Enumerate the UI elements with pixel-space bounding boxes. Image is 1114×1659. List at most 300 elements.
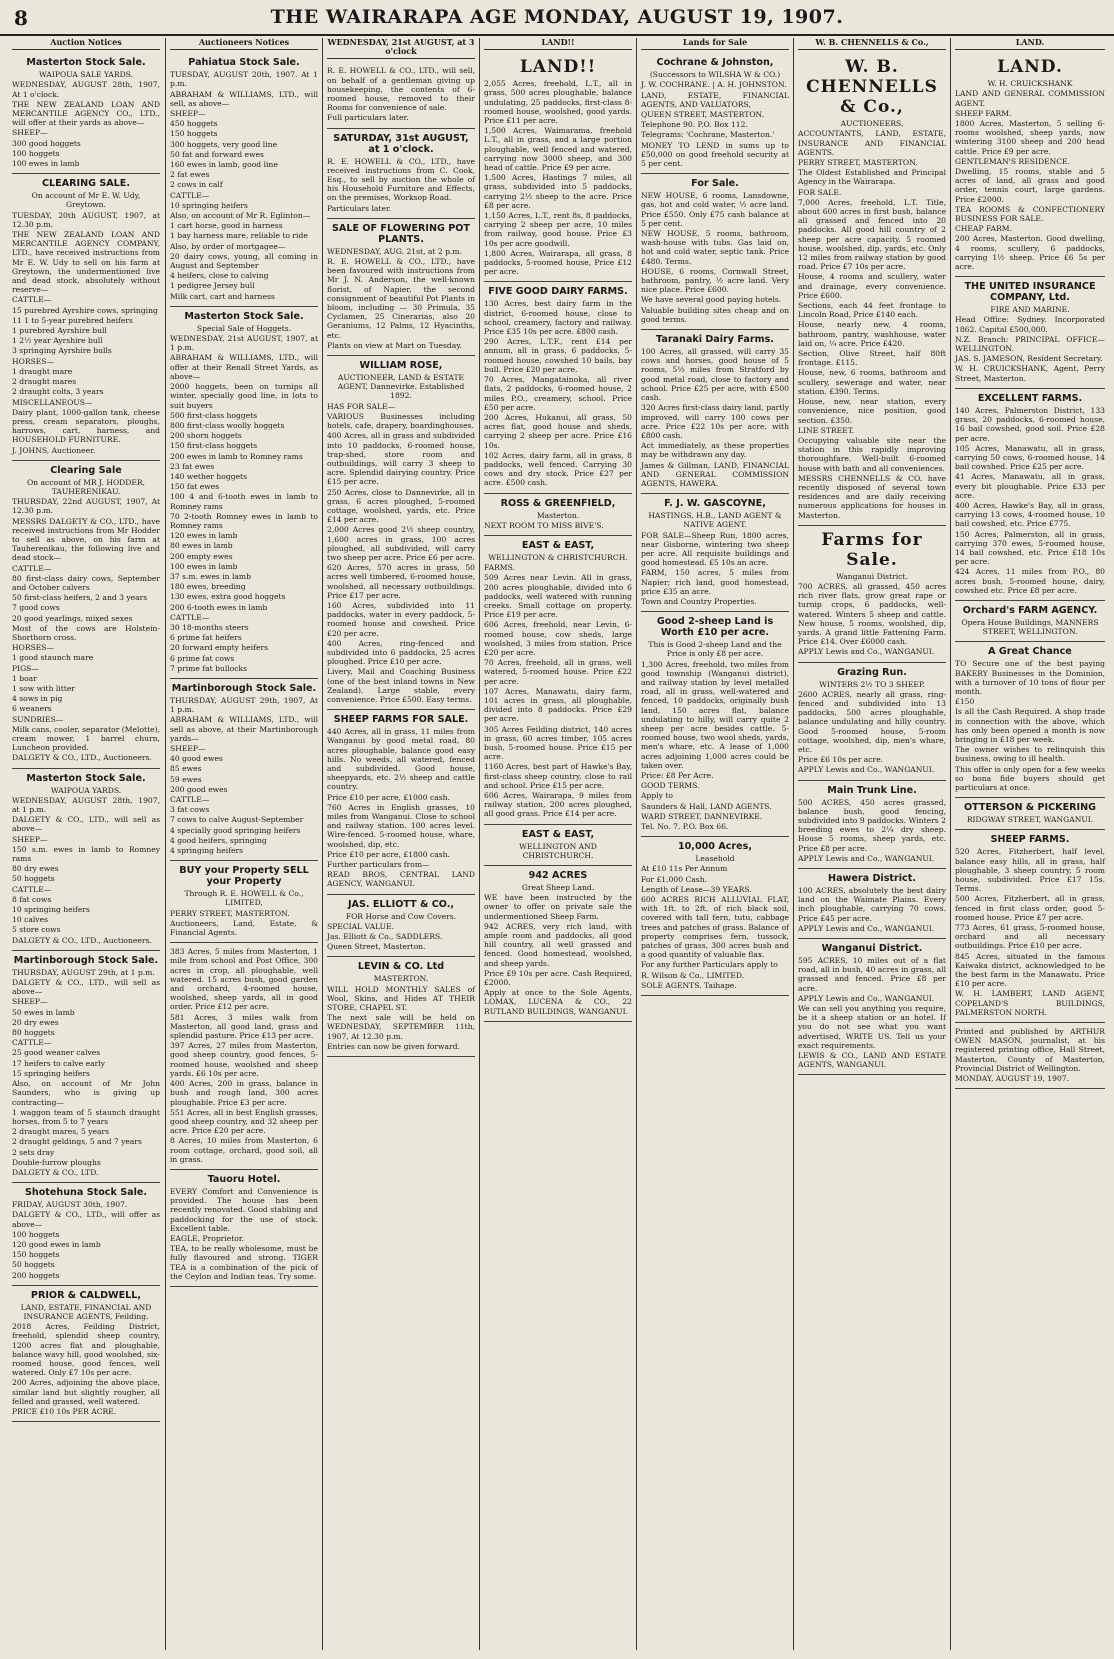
ad-line: Also, by order of mortgagee— [170, 241, 286, 251]
ad-line: 150 first-class hoggets [170, 441, 258, 451]
advertisement [641, 837, 789, 996]
ad-line: 37 s.m. ewes in lamb [170, 571, 251, 581]
ad-line: 100 hoggets [12, 148, 60, 158]
ad-line: Queen Street, Masterton. [327, 942, 426, 952]
ad-line: NEXT ROOM TO MISS BIVE'S. [484, 520, 604, 530]
ad-line: FRIDAY, AUGUST 30th, 1907. [12, 1200, 128, 1210]
ad-line: 4 good heifers, springing [170, 835, 267, 845]
ad-line: W. H. CRUICKSHANK, Agent, Perry Street, Masterton. [955, 364, 1105, 383]
ad-line: PERRY STREET, MASTERTON. [798, 158, 918, 168]
ad-line: 70 Acres, Mangatainoka, all river flats, 2 paddocks, 6-roomed house, 2 miles P.O., creamery, school. Price £50 per acre. [484, 375, 632, 412]
ad-line: 200 Acres, Hukanui, all grass, 50 acres flat, good house and sheds, carrying 2 sheep per acre. Price £16 10s. [484, 412, 632, 450]
ad-line: 80 ewes in lamb [170, 541, 233, 551]
ad-line: 200 good ewes [170, 784, 228, 794]
ad-line: The Oldest Established and Principal Agency in the Wairarapa. [798, 168, 946, 187]
ad-title: Hawera District. [828, 873, 916, 885]
advertisement [955, 642, 1105, 798]
ad-line: Town and Country Properties. [641, 596, 757, 606]
ad-line: 1,300 Acres, freehold, two miles from good township (Wanganui district), and railway station by level metalled road, all in grass, well-watered and fenced, 10 paddocks, originally bush land, 150 acres flat, balance undulating to hilly, will carry quite 2 sheep per acre besides cattle. 5-roomed house, two wool sheds, yards, men's whare, etc. A lease of 1,000 acres adjoining 1,000 acres could be taken over. [641, 659, 789, 770]
ad-line: 4 springing heifers [170, 846, 244, 856]
advertisement [955, 830, 1105, 1023]
ad-line: LAND AND GENERAL COMMISSION AGENT. [955, 89, 1105, 108]
ad-line: WEDNESDAY, AUG. 21st, at 2 p.m. [327, 246, 463, 256]
ad-title: Masterton Stock Sale. [26, 772, 146, 784]
advertisement [484, 53, 632, 282]
advertisement [12, 1286, 160, 1422]
ad-line: 2 draught geldings, 5 and 7 years [12, 1137, 142, 1147]
ad-line: APPLY Lewis and Co., WANGANUI. [798, 923, 935, 933]
ad-line: N.Z. Branch: PRINCIPAL OFFICE—WELLINGTON. [955, 334, 1105, 354]
ad-line: HORSES— [12, 643, 55, 653]
ad-line: Dairy plant, 1000-gallon tank, cheese press, cream separators, ploughs, harrows, cart, harness, and HOUSEHOLD FURNITURE. [12, 407, 160, 445]
advertisement [170, 943, 318, 1170]
ad-title: EXCELLENT FARMS. [977, 392, 1083, 404]
ad-line: 200 6-tooth ewes in lamb [170, 602, 268, 612]
ad-subtitle: This is Good 2-sheep Land and the Price is only £8 per acre. [648, 640, 782, 659]
ad-line: SHEEP— [12, 834, 48, 844]
ad-line: 80 first-class dairy cows, September and October calvers [12, 573, 160, 592]
ad-line: Saunders & Hall, LAND AGENTS. [641, 801, 772, 811]
ad-title: Wanganui District. [821, 943, 923, 955]
column-4 [479, 38, 636, 1650]
ad-line: LAND, ESTATE, FINANCIAL AGENTS, AND VALUATORS, [641, 90, 789, 109]
ad-line: 200 hoggets [12, 1270, 60, 1280]
ad-title: CLEARING SALE. [42, 178, 130, 190]
ad-line: 140 wether hoggets [170, 471, 248, 481]
ad-line: MESSRS CHENNELLS & CO. have recently disposed of several town residences and are daily receiving numerous applications for houses in Masterton. [798, 473, 946, 520]
advertisement [327, 356, 475, 710]
ad-line: APPLY Lewis and Co., WANGANUI. [798, 765, 935, 775]
ad-line: TO Secure one of the best paying BAKERY Businesses in the Dominion, with a turnover of 10 tons of flour per month. [955, 659, 1105, 696]
ad-line: £150 [955, 697, 975, 707]
ad-line: James & Gillman, LAND, FINANCIAL AND GENERAL COMMISSION AGENTS, HAWERA. [641, 460, 789, 488]
ad-line: J. JOHNS, Auctioneer. [12, 445, 96, 455]
ad-line: 1,800 Acres, Wairarapa, all grass, 8 paddocks, 5-roomed house, Price £12 per acre. [484, 248, 632, 277]
ad-line: 10 calves [12, 915, 48, 925]
ad-line: R. E. HOWELL & CO., LTD., have received instructions from C. Cook, Esq., to sell by auction the whole of his Household Furniture and Effects, on the premises, Worksop Road. [327, 156, 475, 203]
ad-line: Act immediately, as these properties may be withdrawn any day. [641, 441, 789, 460]
ad-line: 397 Acres, 27 miles from Masterton, good sheep country, good fences, 5-roomed house, woolshed and sheep yards. £6 10s per acre. [170, 1041, 318, 1078]
ad-subtitle: Through R. E. HOWELL & Co., LIMITED, [184, 889, 304, 908]
advertisement [955, 277, 1105, 389]
ad-line: 160 Acres, subdivided into 11 paddocks, water in every paddock, 5-roomed house and cowshed. Price £20 per acre. [327, 600, 475, 638]
ad-line: CHEAP FARM. [955, 224, 1012, 234]
ad-line: CATTLE— [12, 884, 52, 894]
advertisement [12, 461, 160, 769]
ad-line: 2 fat ewes [170, 170, 210, 180]
ad-line: 2018 Acres, Feilding District, freehold, splendid sheep country, 1200 acres flat and ploughable, balance wavy hill, good woolshed, six-roomed house, good fences, well watered. Only £7 10s per acre. [12, 1322, 160, 1378]
ad-line: 1160 Acres, best part of Hawke's Bay, first-class sheep country, close to rail and school. Price £15 per acre. [484, 762, 632, 790]
ad-line: 41 Acres, Manawatu, all in grass, every bit ploughable. Price £33 per acre. [955, 472, 1105, 500]
ad-title: F. J. W. GASCOYNE, [664, 498, 766, 510]
ad-line: 10 springing heifers [170, 200, 248, 210]
advertisement [798, 781, 946, 869]
ad-line: ABRAHAM & WILLIAMS, LTD., will sell, as above— [170, 89, 318, 108]
ad-line: DALGETY & CO., LTD., Auctioneers. [12, 935, 152, 945]
ad-line: Apply at once to the Sole Agents, LOMAX, LUCENA & CO., 22 RUTLAND BUILDINGS, WANGANUI. [484, 988, 632, 1016]
ad-line: APPLY Lewis and Co., WANGANUI. [798, 853, 935, 863]
ad-line: 25 good weaner calves [12, 1048, 101, 1058]
ad-line: This offer is only open for a few weeks so bona fide buyers should get particulars at once. [955, 764, 1105, 792]
advertisement [955, 389, 1105, 601]
ad-title: Grazing Run. [837, 666, 907, 678]
ad-line: 80 dry ewes [12, 864, 59, 874]
ad-line: J. W. COCHRANE. | A. H. JOHNSTON. [641, 80, 787, 90]
ad-line: Milk cart, cart and harness [170, 291, 275, 301]
ad-subtitle: WELLINGTON & CHRISTCHURCH. [488, 552, 628, 562]
ad-line: 100 ACRES, absolutely the best dairy land on the Waimate Plains. Every inch ploughable, carrying 70 cows. Price £45 per acre. [798, 886, 946, 923]
ad-line: Price £6 10s per acre. [798, 755, 884, 765]
ad-line: 15 purebred Ayrshire cows, springing [12, 305, 158, 315]
ad-subtitle: HASTINGS, H.B., LAND AGENT & NATIVE AGENT. [648, 511, 782, 530]
ad-line: 20 good yearlings, mixed sexes [12, 613, 133, 623]
ad-subtitle: RIDGWAY STREET, WANGANUI. [966, 815, 1094, 825]
ad-line: 400 Acres, ring-fenced and subdivided into 6 paddocks, 25 acres ploughed. Price £10 per acre. [327, 638, 475, 667]
ad-line: 1 sow with litter [12, 683, 75, 693]
ad-subtitle: Special Sale of Hoggets. [196, 323, 292, 333]
ad-line: 150 fat ewes [170, 482, 220, 492]
ad-line: 85 ewes [170, 764, 202, 774]
ad-line: 200 empty ewes [170, 551, 233, 561]
ad-line: NEW HOUSE, 5 rooms, bathroom, wash-house with tubs. Gas laid on, hot and cold water, septic tank. Price £480. Terms. [641, 229, 789, 266]
ad-line: 6 prime fat cows [170, 653, 235, 663]
ad-line: QUEEN STREET, MASTERTON. [641, 110, 765, 120]
ad-line: 4 sows in pig [12, 694, 63, 704]
ad-line: 100 hoggets [12, 1229, 60, 1239]
advertisement [798, 869, 946, 939]
ad-line: 200 ewes in lamb to Romney rams [170, 451, 303, 461]
ad-line: 2 cows in calf [170, 180, 223, 190]
advertisement [641, 174, 789, 330]
ad-line: SHEEP FARM. [955, 108, 1012, 118]
ad-line: 150 Acres, Palmerston, all in grass, carrying 370 ewes, 5-roomed house, 14 bail cowshed, etc. Price £18 10s per acre. [955, 529, 1105, 567]
ad-subtitle: FIRE AND MARINE. [990, 305, 1070, 315]
ad-line: SOLE AGENTS. Taihape. [641, 980, 737, 990]
ad-line: ACCOUNTANTS, LAND, ESTATE, INSURANCE AND FINANCIAL AGENTS. [798, 129, 946, 157]
ad-line: 15 springing heifers [12, 1068, 90, 1078]
ad-title: Masterton Stock Sale. [184, 310, 304, 322]
ad-title: Farms for Sale. [821, 529, 923, 570]
ad-line: Entries can now be given forward. [327, 1041, 460, 1051]
ad-title: JAS. ELLIOTT & CO., [347, 898, 455, 910]
ad-subtitle: On account of Mr E. W. Udy, Greytown. [31, 191, 141, 210]
ad-line: LEWIS & CO., LAND AND ESTATE AGENTS, WANGANUI. [798, 1051, 946, 1070]
ad-line: 140 Acres, Palmerston District, 133 grass, 20 paddocks, 6-roomed house, 16 bail cowshed, good soil. Price £28 per acre. [955, 405, 1105, 443]
ad-line: 424 Acres, 11 miles from P.O., 80 acres bush, 5-roomed house, dairy, cowshed etc. Price £8 per acre. [955, 567, 1105, 595]
ad-line: Valuable building sites cheap and on good terms. [641, 305, 789, 324]
ad-line: 320 Acres first-class dairy land, partly improved, will carry 100 cows per acre. Price £22 10s per acre, with £800 cash. [641, 403, 789, 440]
ad-line: Sections, each 44 feet frontage to Lincoln Road, Price £140 each. [798, 301, 946, 320]
advertisement [484, 536, 632, 825]
ad-line: DALGETY & CO., LTD. [12, 1167, 99, 1177]
ad-line: 1800 Acres, Masterton, 5 selling 6-rooms woolshed, sheep yards, now wintering 3100 sheep and 200 head cattle. Price £9 per acre. [955, 119, 1105, 156]
ad-line: House, new, 6 rooms, bathroom and scullery, sewerage and water, near station. £390. Terms. [798, 368, 946, 396]
advertisement [327, 710, 475, 894]
ad-line: Dwelling, 15 rooms, stable and 5 acres of land, all grass and good order, tennis court, large gardens. Price £2000. [955, 167, 1105, 204]
ad-title: Martinborough Stock Sale. [171, 682, 317, 694]
ad-line: 942 ACRES, very rich land, with ample room and paddocks, all good hill country, all well grassed and fenced. Good homestead, woolshed, and sheep yards. [484, 921, 632, 968]
ad-line: Occupying valuable site near the station in this rapidly improving thoroughfare. Well-built 6-roomed house with bath and all conveniences. [798, 435, 946, 473]
ad-line: Plants on view at Mart on Tuesday. [327, 340, 463, 350]
ad-title: SHEEP FARMS. [990, 834, 1070, 846]
ad-title: BUY your Property SELL your Property [179, 865, 309, 888]
ad-line: 845 Acres, situated in the famous Kaiwaka district, acknowledged to be the best farm in the Manawatu. Price £10 per acre. [955, 951, 1105, 989]
ad-line: 1 draught mare [12, 366, 73, 376]
ad-line: Telephone 90. P.O. Box 112. [641, 120, 748, 130]
ad-line: House, nearly new, 4 rooms, bathroom, pantry, washhouse, water laid on, ¼ acre. Price £420. [798, 320, 946, 348]
advertisement [12, 174, 160, 460]
ad-title: 942 ACRES [528, 870, 588, 882]
ad-subtitle: W. H. CRUICKSHANK [987, 79, 1073, 89]
ad-subtitle: MASTERTON. [373, 974, 429, 984]
ad-line: FOR SALE. [798, 187, 842, 197]
ad-line: CATTLE— [12, 563, 52, 573]
ad-line: W. H. LAMBERT, LAND AGENT, COPELAND'S BUILDINGS, PALMERSTON NORTH. [955, 989, 1105, 1017]
ad-line: 7 prime fat bullocks [170, 663, 248, 673]
ad-line: 180 ewes, breeding [170, 582, 246, 592]
ad-line: 300 good hoggets [12, 138, 81, 148]
ad-line: 150 hoggets [12, 1250, 60, 1260]
ad-line: 160 ewes in lamb, good line [170, 160, 278, 170]
column-1 [8, 38, 164, 1650]
ad-line: 50 ewes in lamb [12, 1007, 75, 1017]
ad-title: SALE OF FLOWERING POT PLANTS. [332, 222, 470, 245]
ad-line: Section, Olive Street, half 80ft frontage. £115. [798, 349, 946, 368]
ad-line: CATTLE— [170, 190, 210, 200]
ad-line: 107 Acres, Manawatu, dairy farm, 101 acres in grass, all ploughable, divided into 8 paddocks. Price £29 per acre. [484, 686, 632, 724]
ad-line: 595 ACRES, 10 miles out of a flat road, all in bush, 40 acres in grass, all grassed and fenced. Price £8 per acre. [798, 956, 946, 993]
ad-line: Further particulars from— [327, 860, 430, 870]
ad-subtitle: WELLINGTON AND CHRISTCHURCH. [519, 841, 597, 860]
ad-title: Good 2-sheep Land is Worth £10 per acre. [656, 616, 774, 639]
ad-line: 105 Acres, Manawatu, all in grass, carrying 50 cows, 6-roomed house, 14 bail cowshed. Price £25 per acre. [955, 443, 1105, 472]
page-number: 8 [14, 6, 28, 30]
advertisement [12, 1183, 160, 1286]
ad-line: Head Office: Sydney. Incorporated 1862. Capital £500,000. [955, 315, 1105, 334]
ad-line: 7 cows to calve August-September [170, 815, 304, 825]
ad-line: EAGLE, Proprietor. [170, 1233, 245, 1243]
advertisement [955, 601, 1105, 642]
newspaper-title: THE WAIRARAPA AGE MONDAY, AUGUST 19, 1907. [270, 6, 844, 28]
ad-line: 100 ewes in lamb [12, 159, 80, 169]
ad-title: A Great Chance [988, 646, 1072, 658]
ad-title: SATURDAY, 31st AUGUST, at 1 o'clock. [333, 132, 469, 155]
ad-line: 100 Acres, all grassed, will carry 35 cows and horses, good house of 5 rooms, 5½ miles from Stratford by good metal road, close to factory and school. Price £25 per acre, with £500 cash. [641, 347, 789, 403]
ad-line: 23 fat ewes [170, 461, 215, 471]
ad-line: Printed and published by ARTHUR OWEN MASON, journalist, at his registered printing office, Hall Street, Masterton, County of Masterton, Provincial District of Wellington. [955, 1027, 1105, 1073]
advertisement [641, 330, 789, 494]
ad-line: 102 Acres, dairy farm, all in grass, 8 paddocks, well fenced. Carrying 30 cows and dry stock. Price £27 per acre. £500 cash. [484, 450, 632, 488]
ad-subtitle: WAIPOUA SALE YARDS. [38, 70, 134, 80]
ad-title: WILLIAM ROSE, [359, 360, 443, 372]
ad-line: THE NEW ZEALAND LOAN AND MERCANTILE AGENCY CO., LTD., will offer at their yards as above— [12, 99, 160, 128]
ad-title: OTTERSON & PICKERING [963, 802, 1097, 814]
advertisement [641, 494, 789, 612]
ad-subtitle: On account of MR J. HODDER, TAUHERENIKAU. [26, 477, 146, 496]
ad-line: House, 4 rooms and scullery, water and drainage, every convenience. Price £600. [798, 272, 946, 300]
ad-line: THE NEW ZEALAND LOAN AND MERCANTILE AGENCY COMPANY, LTD., have received instructions from Mr E. W. Udy to sell on his farm at Greytown, the undermentioned live and dead stock, absolutely without reserve— [12, 230, 160, 295]
ad-line: 1 purebred Ayrshire bull [12, 326, 107, 336]
ad-line: 400 Acres, Hawke's Bay, all in grass, carrying 13 cows, 4-roomed house, 10 bail cowshed, etc. Price £775. [955, 500, 1105, 529]
ad-line: 250 Acres, close to Dannevirke, all in grass, 6 acres ploughed, 5-roomed cottage, woolshed, yards, etc. Price £14 per acre. [327, 487, 475, 525]
ad-title: Pahiatua Stock Sale. [188, 57, 300, 69]
ad-line: Double-furrow ploughs [12, 1157, 101, 1167]
ad-subtitle: Opera House Buildings, MANNERS STREET, WELLINGTON. [961, 617, 1099, 637]
ad-line: Price £9 10s per acre. Cash Required, £2000. [484, 968, 632, 988]
ad-line: GENTLEMAN'S RESIDENCE. [955, 156, 1071, 166]
ad-title: EAST & EAST, [521, 828, 595, 840]
ad-line: 305 Acres Feilding district, 140 acres in grass, 60 acres timber, 105 acres bush, 5-roomed house. Price £15 per acre. [484, 724, 632, 762]
column-header: LAND. [955, 38, 1105, 50]
ad-line: 8 fat cows [12, 894, 52, 904]
ad-line: 50 hoggets [12, 1260, 55, 1270]
advertisement [12, 951, 160, 1183]
ad-line: 2 draught mares, 5 years [12, 1127, 110, 1137]
advertisement [798, 526, 946, 663]
ad-line: 300 hoggets, very good line [170, 139, 278, 149]
ad-title: LAND. [997, 57, 1063, 78]
ad-line: Length of Lease—39 YEARS. [641, 884, 752, 894]
advertisement [327, 129, 475, 219]
ad-line: 773 Acres, 61 grass, 5-roomed house, orchard and all necessary outbuildings. Price £10 per acre. [955, 923, 1105, 951]
ad-line: 1 cart horse, good in harness [170, 221, 283, 231]
column-header: W. B. CHENNELLS & Co., [798, 38, 946, 50]
ad-title: W. B. CHENNELLS & Co., [806, 57, 938, 118]
ad-line: 290 Acres, L.T.F., rent £14 per annum, all in grass, 6 paddocks, 5-roomed house, cowshed 10 bails, bay bull. Price £20 per acre. [484, 337, 632, 374]
ad-line: House, new, near station, every convenience, nice position, good section. £350. [798, 397, 946, 425]
ad-title: Masterton Stock Sale. [26, 57, 146, 69]
advertisement [327, 895, 475, 958]
ad-title: Shotehuna Stock Sale. [24, 1187, 148, 1199]
ad-line: SHEEP— [12, 128, 48, 138]
ad-line: 7,000 Acres, freehold, L.T. Title, about 600 acres in first bush, balance all grassed and fenced into 20 paddocks. All good hill country of 2 sheep per acre capacity. 5 roomed house, woolshed, dip, yards, etc. Only 12 miles from railway station by good road. Price £7 10s per acre. [798, 197, 946, 272]
ad-line: 120 good ewes in lamb [12, 1239, 101, 1249]
ad-title: Clearing Sale [50, 464, 122, 476]
ad-line: 200 Acres, Masterton. Good dwelling, 4 rooms, scullery, 6 paddocks, carrying 1½ sheep. Price £6 5s per acre. [955, 234, 1105, 272]
advertisement [798, 53, 946, 526]
ad-title: For Sale. [691, 178, 739, 190]
advertisement [955, 53, 1105, 277]
ad-line: MESSRS DALGETY & CO., LTD., have received instructions from Mr Hodder to sell as above, on his farm at Tauherenikau, the following live and dead stock— [12, 516, 160, 563]
ad-line: APPLY Lewis and Co., WANGANUI. [798, 993, 935, 1003]
ad-subtitle: Great Sheep Land. [521, 883, 595, 893]
ad-subtitle: (Successors to WILSHA W & CO.) [649, 70, 781, 80]
ad-line: 606 Acres, freehold, near Levin, 6-roomed house, cow sheds, large woolshed, 3 miles from station. Price £20 per acre. [484, 620, 632, 657]
ad-line: 2 draught colts, 3 years [12, 387, 104, 397]
advertisement [327, 62, 475, 128]
ad-line: 1 waggon team of 5 staunch draught horses, from 5 to 7 years [12, 1107, 160, 1126]
ad-line: PERRY STREET, MASTERTON. [170, 908, 290, 918]
column-header: WEDNESDAY, 21st AUGUST, at 3 o'clock [327, 38, 475, 59]
column-7 [950, 38, 1109, 1650]
advertisement [327, 957, 475, 1057]
ad-line: ABRAHAM & WILLIAMS, LTD., will offer at their Renall Street Yards, as above— [170, 353, 318, 381]
column-header: Auction Notices [12, 38, 160, 50]
ad-line: 150 s.m. ewes in lamb to Romney rams [12, 844, 160, 864]
ad-subtitle: FOR Horse and Cow Covers. [345, 911, 457, 921]
advertisement [170, 679, 318, 861]
ad-line: For £1,000 Cash. [641, 874, 707, 884]
ad-line: SHEEP— [170, 109, 206, 119]
ad-line: TEA ROOMS & CONFECTIONERY BUSINESS FOR SALE. [955, 204, 1105, 224]
advertisement [484, 866, 632, 1022]
ad-line: 2 sets dray [12, 1147, 55, 1157]
ad-line: WILL HOLD MONTHLY SALES of Wool, Skins, and Hides AT THEIR STORE, CHAPEL ST. [327, 984, 475, 1013]
ad-line: 40 good ewes [170, 754, 223, 764]
ad-line: 1,500 Acres, Waimarama, freehold L.T., all in grass, and a large portion ploughable, well fenced and watered, carrying now 3000 sheep, and 300 head of cattle. Price £9 per acre. [484, 126, 632, 173]
ad-title: FIVE GOOD DAIRY FARMS. [488, 286, 628, 298]
ad-line: 59 ewes [170, 774, 202, 784]
ad-line: 50 hoggets [12, 874, 55, 884]
ad-line: 30 18-months steers [170, 622, 249, 632]
ad-line: Telegrams: 'Cochrane, Masterton.' [641, 130, 775, 140]
ad-line: 2000 hoggets, been on turnips all winter, specially good line, in lots to suit buyers [170, 382, 318, 410]
column-header: Auctioneers Notices [170, 38, 318, 50]
ad-line: 500 Acres, Fitzherbert, all in grass, fenced in first class order, good 5-roomed house. Price £7 per acre. [955, 894, 1105, 922]
ad-title: PRIOR & CALDWELL, [30, 1289, 142, 1301]
ad-line: Most of the cows are Holstein-Shorthorn cross. [12, 623, 160, 642]
ad-line: Auctioneers, Land, Estate, & Financial Agents. [170, 918, 318, 938]
ad-line: Also, on account of Mr R. Eglinton— [170, 211, 311, 221]
column-3 [322, 38, 479, 1650]
ad-line: 20 forward empty heifers [170, 643, 268, 653]
ad-line: Jas. Elliott & Co., SADDLERS. [327, 932, 443, 942]
ad-line: 800 first-class woolly hoggets [170, 420, 285, 430]
ad-line: SPECIAL VALUE. [327, 921, 395, 931]
ad-line: 2600 ACRES, nearly all grass, ring-fenced and subdivided into 13 paddocks, 500 acres ploughable, balance undulating and hilly country. Good 5-roomed house, 5-room cottage, woolshed, dip, men's whare, etc. [798, 689, 946, 754]
column-header: Lands for Sale [641, 38, 789, 50]
column-6 [793, 38, 950, 1650]
ad-line: 100 4 and 6-tooth ewes in lamb to Romney rams [170, 492, 318, 511]
ad-title: Tauoru Hotel. [207, 1173, 281, 1185]
ad-line: DALGETY & CO., LTD., will sell as above— [12, 978, 160, 997]
ad-subtitle: AUCTIONEER, LAND & ESTATE AGENT, Dannevirke. Established 1892. [337, 373, 465, 401]
ad-subtitle: WINTERS 2½ TO 3 SHEEP. [819, 679, 925, 689]
ad-line: 6 prime fat heifers [170, 633, 242, 643]
ad-line: 620 Acres, 570 acres in grass, 50 acres well timbered, 6-roomed house, woolshed, all necessary outbuildings. Price £17 per acre. [327, 563, 475, 600]
advertisement [641, 612, 789, 837]
ad-line: 1 good staunch mare [12, 653, 94, 663]
ad-title: Taranaki Dairy Farms. [656, 334, 774, 346]
advertisement [641, 53, 789, 174]
ad-line: 2,055 Acres, freehold, L.T., all in grass, 500 acres ploughable, balance undulating, 25 paddocks, first-class 8-roomed house, woolshed, good yards. Price £11 per acre. [484, 79, 632, 126]
ad-line: 20 dry ewes [12, 1017, 59, 1027]
ad-line: Particulars later. [327, 203, 392, 213]
ad-line: HORSES— [12, 356, 55, 366]
ad-title: LEVIN & CO. Ltd [357, 961, 445, 973]
ad-line: The owner wishes to relinquish this business, owing to ill health. [955, 745, 1105, 764]
columns-container [8, 38, 1108, 1650]
ad-line: 2,000 Acres good 2½ sheep country, 1,600 acres in grass, 100 acres ploughed, all subdivided, will carry two sheep per acre. Price £6 per acre. [327, 525, 475, 562]
ad-line: 500 ACRES, 450 acres grassed, balance bush, good fencing, subdivided into 9 paddocks. Winters 2 breeding ewes to 2¼ dry sheep. House 5 rooms, sheep yards, etc. Price £8 per acre. [798, 797, 946, 853]
ad-line: APPLY Lewis and Co., WANGANUI. [798, 647, 935, 657]
ad-line: 5 store cows [12, 925, 61, 935]
masthead [0, 0, 1114, 36]
ad-line: 500 first-class hoggets [170, 410, 258, 420]
ad-line: Is all the Cash Required. A shop trade in connection with the above, which has only been opened a month is now bringing in £18 per week. [955, 707, 1105, 744]
advertisement [955, 798, 1105, 830]
ad-line: SHEEP— [12, 997, 48, 1007]
ad-title: Cochrane & Johnston, [656, 57, 774, 69]
ad-line: DALGETY & CO., LTD., will offer as above— [12, 1210, 160, 1229]
ad-line: 1 pedigree Jersey bull [170, 281, 255, 291]
ad-line: TUESDAY, AUGUST 20th, 1907. At 1 p.m. [170, 70, 318, 89]
ad-line: CATTLE— [12, 295, 52, 305]
ad-title: THE UNITED INSURANCE COMPANY, Ltd. [964, 281, 1096, 304]
ad-line: 10 springing heifers [12, 905, 90, 915]
ad-line: 520 Acres, Fitzherbert, half level, balance easy hills, all in grass, half ploughable, 3 sheep country, 5 room house, subdivided. Price £17 15s. Terms. [955, 847, 1105, 894]
ad-line: 1,500 Acres, Hastings 7 miles, all grass, subdivided into 5 paddocks, carrying 2½ sheep to the acre. Price £8 per acre. [484, 173, 632, 210]
